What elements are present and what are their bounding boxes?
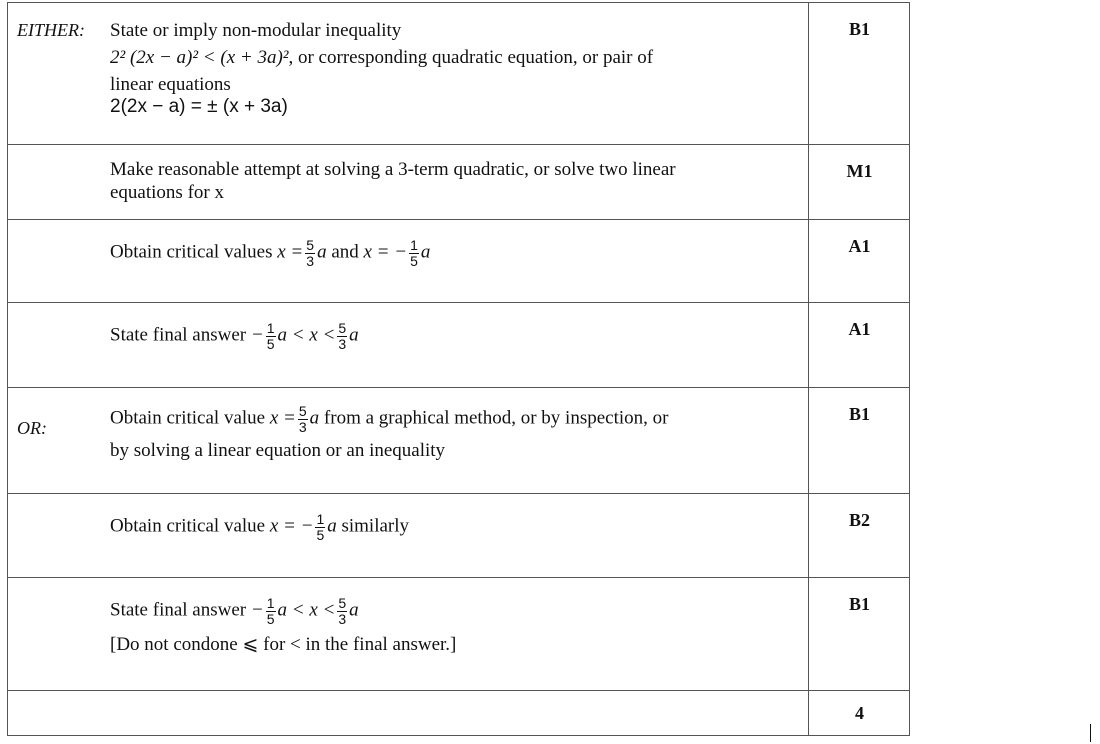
text-line: State or imply non-modular inequality <box>110 20 402 41</box>
math-segment: a < x < <box>277 324 336 346</box>
fraction-numerator: 5 <box>306 237 315 253</box>
row-content <box>110 321 799 351</box>
row-label-either: EITHER: <box>17 20 85 40</box>
fraction <box>266 596 276 626</box>
math-segment: a <box>309 407 320 429</box>
column-divider <box>808 494 809 577</box>
text-line <box>110 404 799 434</box>
fraction-denominator: 3 <box>338 610 347 627</box>
fraction <box>298 404 308 434</box>
column-divider <box>808 145 809 219</box>
mark-award: B2 <box>848 510 870 530</box>
math-segment: a <box>349 599 359 621</box>
text-line: , or corresponding quadratic equation, or pair of <box>288 46 654 68</box>
text-line: Make reasonable attempt at solving a 3-term quadratic, or solve two linear <box>110 159 676 180</box>
text-line: by solving a linear equation or an inequality <box>110 440 446 462</box>
math-segment: x = <box>269 407 296 429</box>
row-content <box>110 512 799 542</box>
scheme-row-total <box>7 691 910 736</box>
scheme-row <box>7 578 910 691</box>
inequality-line <box>110 47 799 70</box>
row-label-or: OR: <box>17 418 47 438</box>
scheme-row-either <box>7 2 910 145</box>
text-segment: from a graphical method, or by inspection, or <box>323 407 669 429</box>
math-segment: a <box>420 241 431 263</box>
fraction <box>409 238 419 268</box>
scheme-row <box>7 145 910 220</box>
text-segment: State final answer <box>110 599 247 621</box>
mark-award: B1 <box>848 19 870 39</box>
mark-award: A1 <box>848 319 871 339</box>
math-segment: x = <box>277 241 304 263</box>
fraction-denominator: 5 <box>266 335 275 352</box>
fraction-numerator: 1 <box>316 511 325 527</box>
mark-award: B1 <box>848 404 870 424</box>
math-segment: a <box>317 241 327 263</box>
linear-equation: 2(2x − a) = ± (x + 3a) <box>110 96 288 118</box>
text-segment: Obtain critical values <box>110 241 273 263</box>
row-content <box>110 20 799 119</box>
fraction-denominator: 5 <box>266 610 275 627</box>
math-segment: a <box>327 515 337 537</box>
text-segment: and <box>331 241 359 263</box>
text-segment: Obtain critical value <box>110 515 266 537</box>
row-content <box>110 238 799 268</box>
text-line: linear equations <box>110 73 231 95</box>
math-segment: x = − <box>269 515 314 537</box>
row-content <box>110 404 799 463</box>
fraction <box>337 596 347 626</box>
text-segment: similarly <box>341 515 410 537</box>
fraction <box>266 321 276 351</box>
fraction-denominator: 3 <box>306 252 315 269</box>
column-divider <box>808 303 809 387</box>
scheme-row <box>7 494 910 578</box>
total-marks: 4 <box>855 703 864 723</box>
text-line: equations for x <box>110 181 224 203</box>
fraction <box>315 512 325 542</box>
inequality-expression: 2² (2x − a)² < (x + 3a)² <box>110 46 289 68</box>
math-segment: − <box>250 599 264 621</box>
fraction-denominator: 3 <box>338 335 347 352</box>
fraction-numerator: 1 <box>266 595 275 611</box>
math-segment: a < x < <box>277 599 336 621</box>
scheme-row <box>7 303 910 388</box>
scheme-row-or <box>7 388 910 494</box>
math-segment: x = − <box>363 241 408 263</box>
math-segment: a <box>349 324 359 346</box>
text-segment: Obtain critical value <box>110 407 266 429</box>
row-content <box>110 159 799 205</box>
fraction-numerator: 5 <box>298 403 307 419</box>
fraction-denominator: 5 <box>410 252 418 269</box>
text-cursor <box>1090 724 1091 742</box>
text-line: [Do not condone ⩽ for < in the final answer.] <box>110 634 457 656</box>
mark-award: M1 <box>846 161 873 181</box>
fraction-numerator: 5 <box>338 320 347 336</box>
fraction-denominator: 3 <box>298 418 307 435</box>
fraction-numerator: 1 <box>266 320 275 336</box>
mark-award: A1 <box>848 236 871 256</box>
column-divider <box>808 220 809 302</box>
scheme-row <box>7 220 910 303</box>
fraction-numerator: 5 <box>338 595 347 611</box>
math-segment: − <box>250 324 264 346</box>
mark-scheme-table <box>7 2 910 736</box>
text-segment: State final answer <box>110 324 247 346</box>
fraction <box>337 321 347 351</box>
mark-award: B1 <box>848 594 870 614</box>
fraction-denominator: 5 <box>316 526 325 543</box>
row-content <box>110 596 799 657</box>
fraction <box>305 238 315 268</box>
text-line <box>110 596 799 626</box>
fraction-numerator: 1 <box>410 237 418 253</box>
